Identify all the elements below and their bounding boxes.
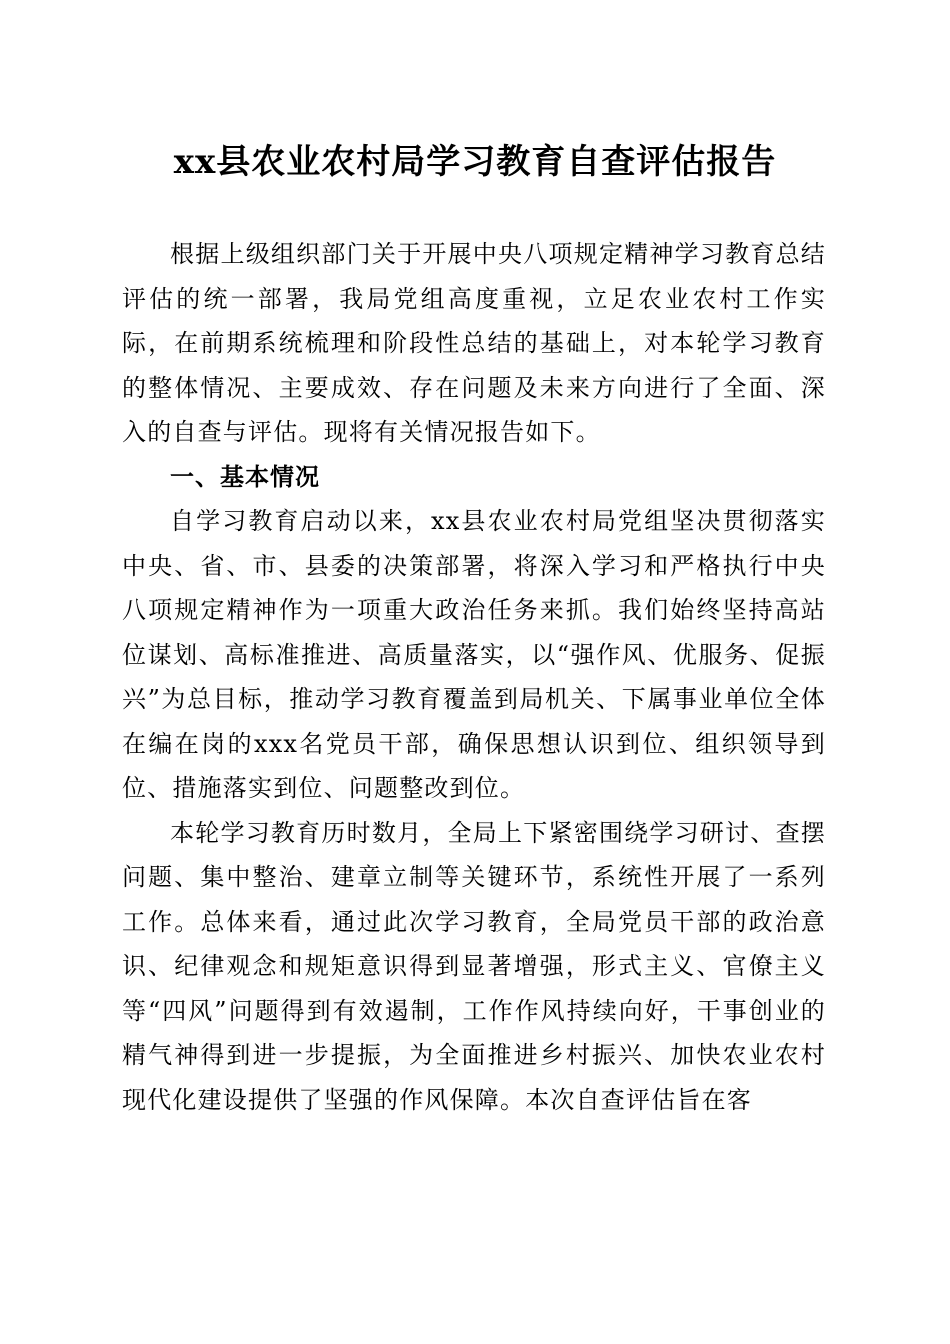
section-heading-basic-situation: 一、基本情况 xyxy=(170,462,320,491)
basic-situation-paragraph-2: 本轮学习教育历时数月，全局上下紧密围绕学习研讨、查摆问题、集中整治、建章立制等关键环节，系统性开展了一系列工作。总体来看，通过此次学习教育，全局党员干部的政治意识、纪律观念和规矩意识得到显著增强，形式主义、官僚主义等“四风”问题得到有效遏制，工作作风持续向好，干事创业的精气神得到进一步提振，为全面推进乡村振兴、加快农业农村现代化建设提供了坚强的作风保障。本次自查评估旨在客 xyxy=(122,818,826,1114)
basic-situation-paragraph-1: 自学习教育启动以来，xx县农业农村局党组坚决贯彻落实中央、省、市、县委的决策部署，将深入学习和严格执行中央八项规定精神作为一项重大政治任务来抓。我们始终坚持高站位谋划、高标准推进、高质量落实，以“强作风、优服务、促振兴”为总目标，推动学习教育覆盖到局机关、下属事业单位全体在编在岗的xxx名党员干部，确保思想认识到位、组织领导到位、措施落实到位、问题整改到位。 xyxy=(122,507,826,802)
intro-paragraph: 根据上级组织部门关于开展中央八项规定精神学习教育总结评估的统一部署，我局党组高度重视，立足农业农村工作实际，在前期系统梳理和阶段性总结的基础上，对本轮学习教育的整体情况、主要成效、存在问题及未来方向进行了全面、深入的自查与评估。现将有关情况报告如下。 xyxy=(122,240,826,446)
document-body xyxy=(122,232,826,1122)
document-title: xx县农业农村局学习教育自查评估报告 xyxy=(173,142,777,182)
